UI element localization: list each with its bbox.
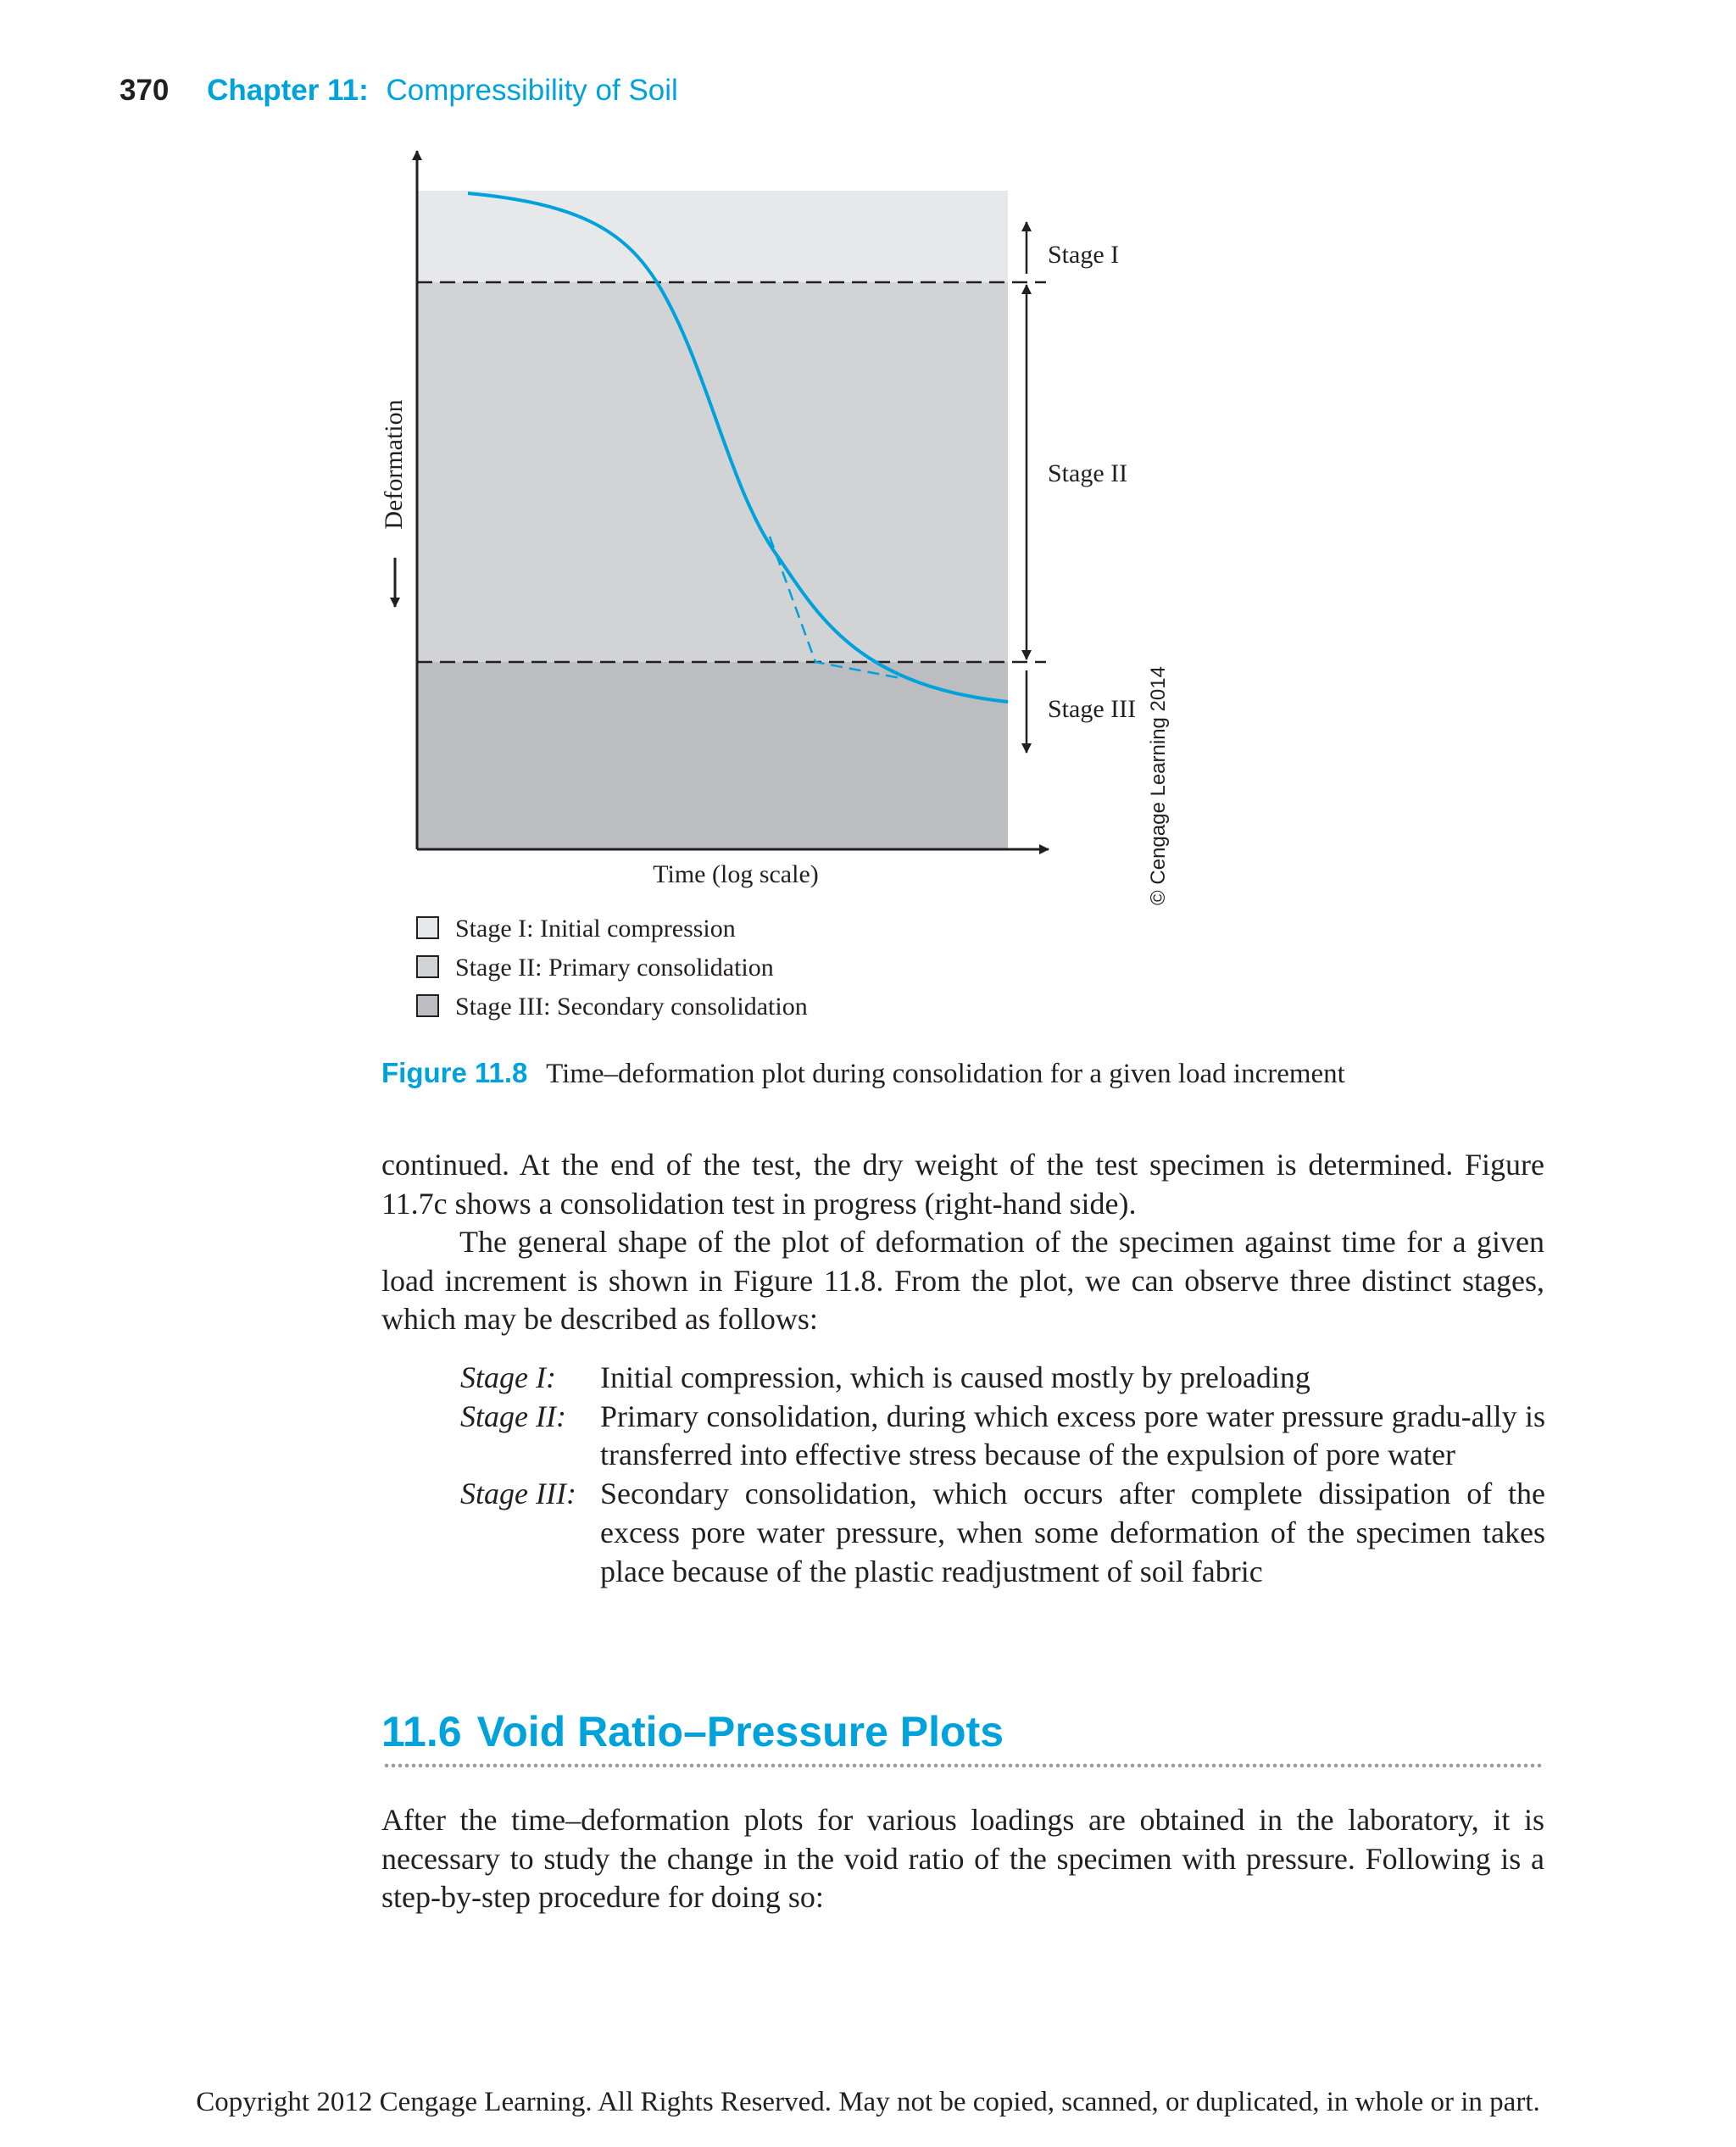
stage-iii-label: Stage III xyxy=(1048,695,1137,723)
time-deformation-figure xyxy=(0,127,1204,907)
chapter-label: Chapter 11: xyxy=(207,74,369,107)
section-number: 11.6 xyxy=(381,1708,462,1755)
chapter-title: Compressibility of Soil xyxy=(386,74,678,107)
stage-i-band xyxy=(417,191,1008,282)
stage-ii-band xyxy=(417,282,1008,662)
stage-description: Initial compression, which is caused mostly by preloading xyxy=(600,1360,1310,1394)
legend-label: Stage III: Secondary consolidation xyxy=(455,993,808,1021)
paragraph-general-shape: The general shape of the plot of deformation of the specimen against time for a given load increment is shown in Figure 11.8. From the plot, we can observe three distinct stages, which may be described as follows: xyxy=(381,1225,1544,1337)
y-axis-label: Deformation xyxy=(380,399,408,530)
stage-term: Stage III: xyxy=(460,1477,576,1511)
x-axis-label: Time (log scale) xyxy=(653,860,819,888)
legend-swatch-stage-iii xyxy=(416,994,439,1017)
copyright-footer: Copyright 2012 Cengage Learning. All Rights Reserved. May not be copied, scanned, or duplicated, in whole or in part. xyxy=(196,2087,1540,2117)
legend-swatch-stage-ii xyxy=(416,955,439,978)
body-paragraph xyxy=(381,1146,1544,1223)
figure-caption-text: Time–deformation plot during consolidation for a given load increment xyxy=(546,1059,1345,1089)
stage-iii-band xyxy=(417,662,1008,849)
stage-list-item xyxy=(460,1398,1545,1475)
stage-term: Stage II: xyxy=(460,1399,566,1433)
stage-description: Primary consolidation, during which excess pore water pressure gradu-ally is transferred into effective stress because of the expulsion of pore water xyxy=(600,1399,1545,1472)
stage-list-item xyxy=(460,1359,1545,1398)
stage-ii-label: Stage II xyxy=(1048,459,1128,487)
paragraph-void-ratio: After the time–deformation plots for various loadings are obtained in the laboratory, it is necessary to study the change in the void ratio of the specimen with pressure. Following is a step-by-step procedure for doing so: xyxy=(381,1803,1544,1915)
body-paragraph xyxy=(381,1223,1544,1339)
page-number: 370 xyxy=(120,74,170,107)
figure-caption xyxy=(381,1054,1345,1093)
legend-swatch-stage-i xyxy=(416,916,439,939)
section-divider xyxy=(383,1763,1544,1768)
stage-description: Secondary consolidation, which occurs after complete dissipation of the excess pore water pressure, when some deformation of the specimen takes place because of the plastic readjustment of soil fabric xyxy=(600,1477,1545,1588)
legend-label: Stage I: Initial compression xyxy=(455,915,736,943)
figure-credit: © Cengage Learning 2014 xyxy=(1147,666,1170,905)
running-head xyxy=(120,70,678,112)
stage-i-label: Stage I xyxy=(1048,241,1120,269)
figure-number: Figure 11.8 xyxy=(381,1057,528,1088)
stage-list xyxy=(460,1359,1545,1591)
section-heading xyxy=(381,1702,1004,1761)
stage-term: Stage I: xyxy=(460,1360,556,1394)
legend-label: Stage II: Primary consolidation xyxy=(455,954,774,982)
section-title: Void Ratio–Pressure Plots xyxy=(476,1708,1004,1755)
stage-list-item xyxy=(460,1475,1545,1591)
body-paragraph xyxy=(381,1801,1544,1917)
paragraph-continued: continued. At the end of the test, the dry weight of the test specimen is determined. Figure 11.7c shows a consolidation test in progress (right-hand side). xyxy=(381,1148,1544,1221)
